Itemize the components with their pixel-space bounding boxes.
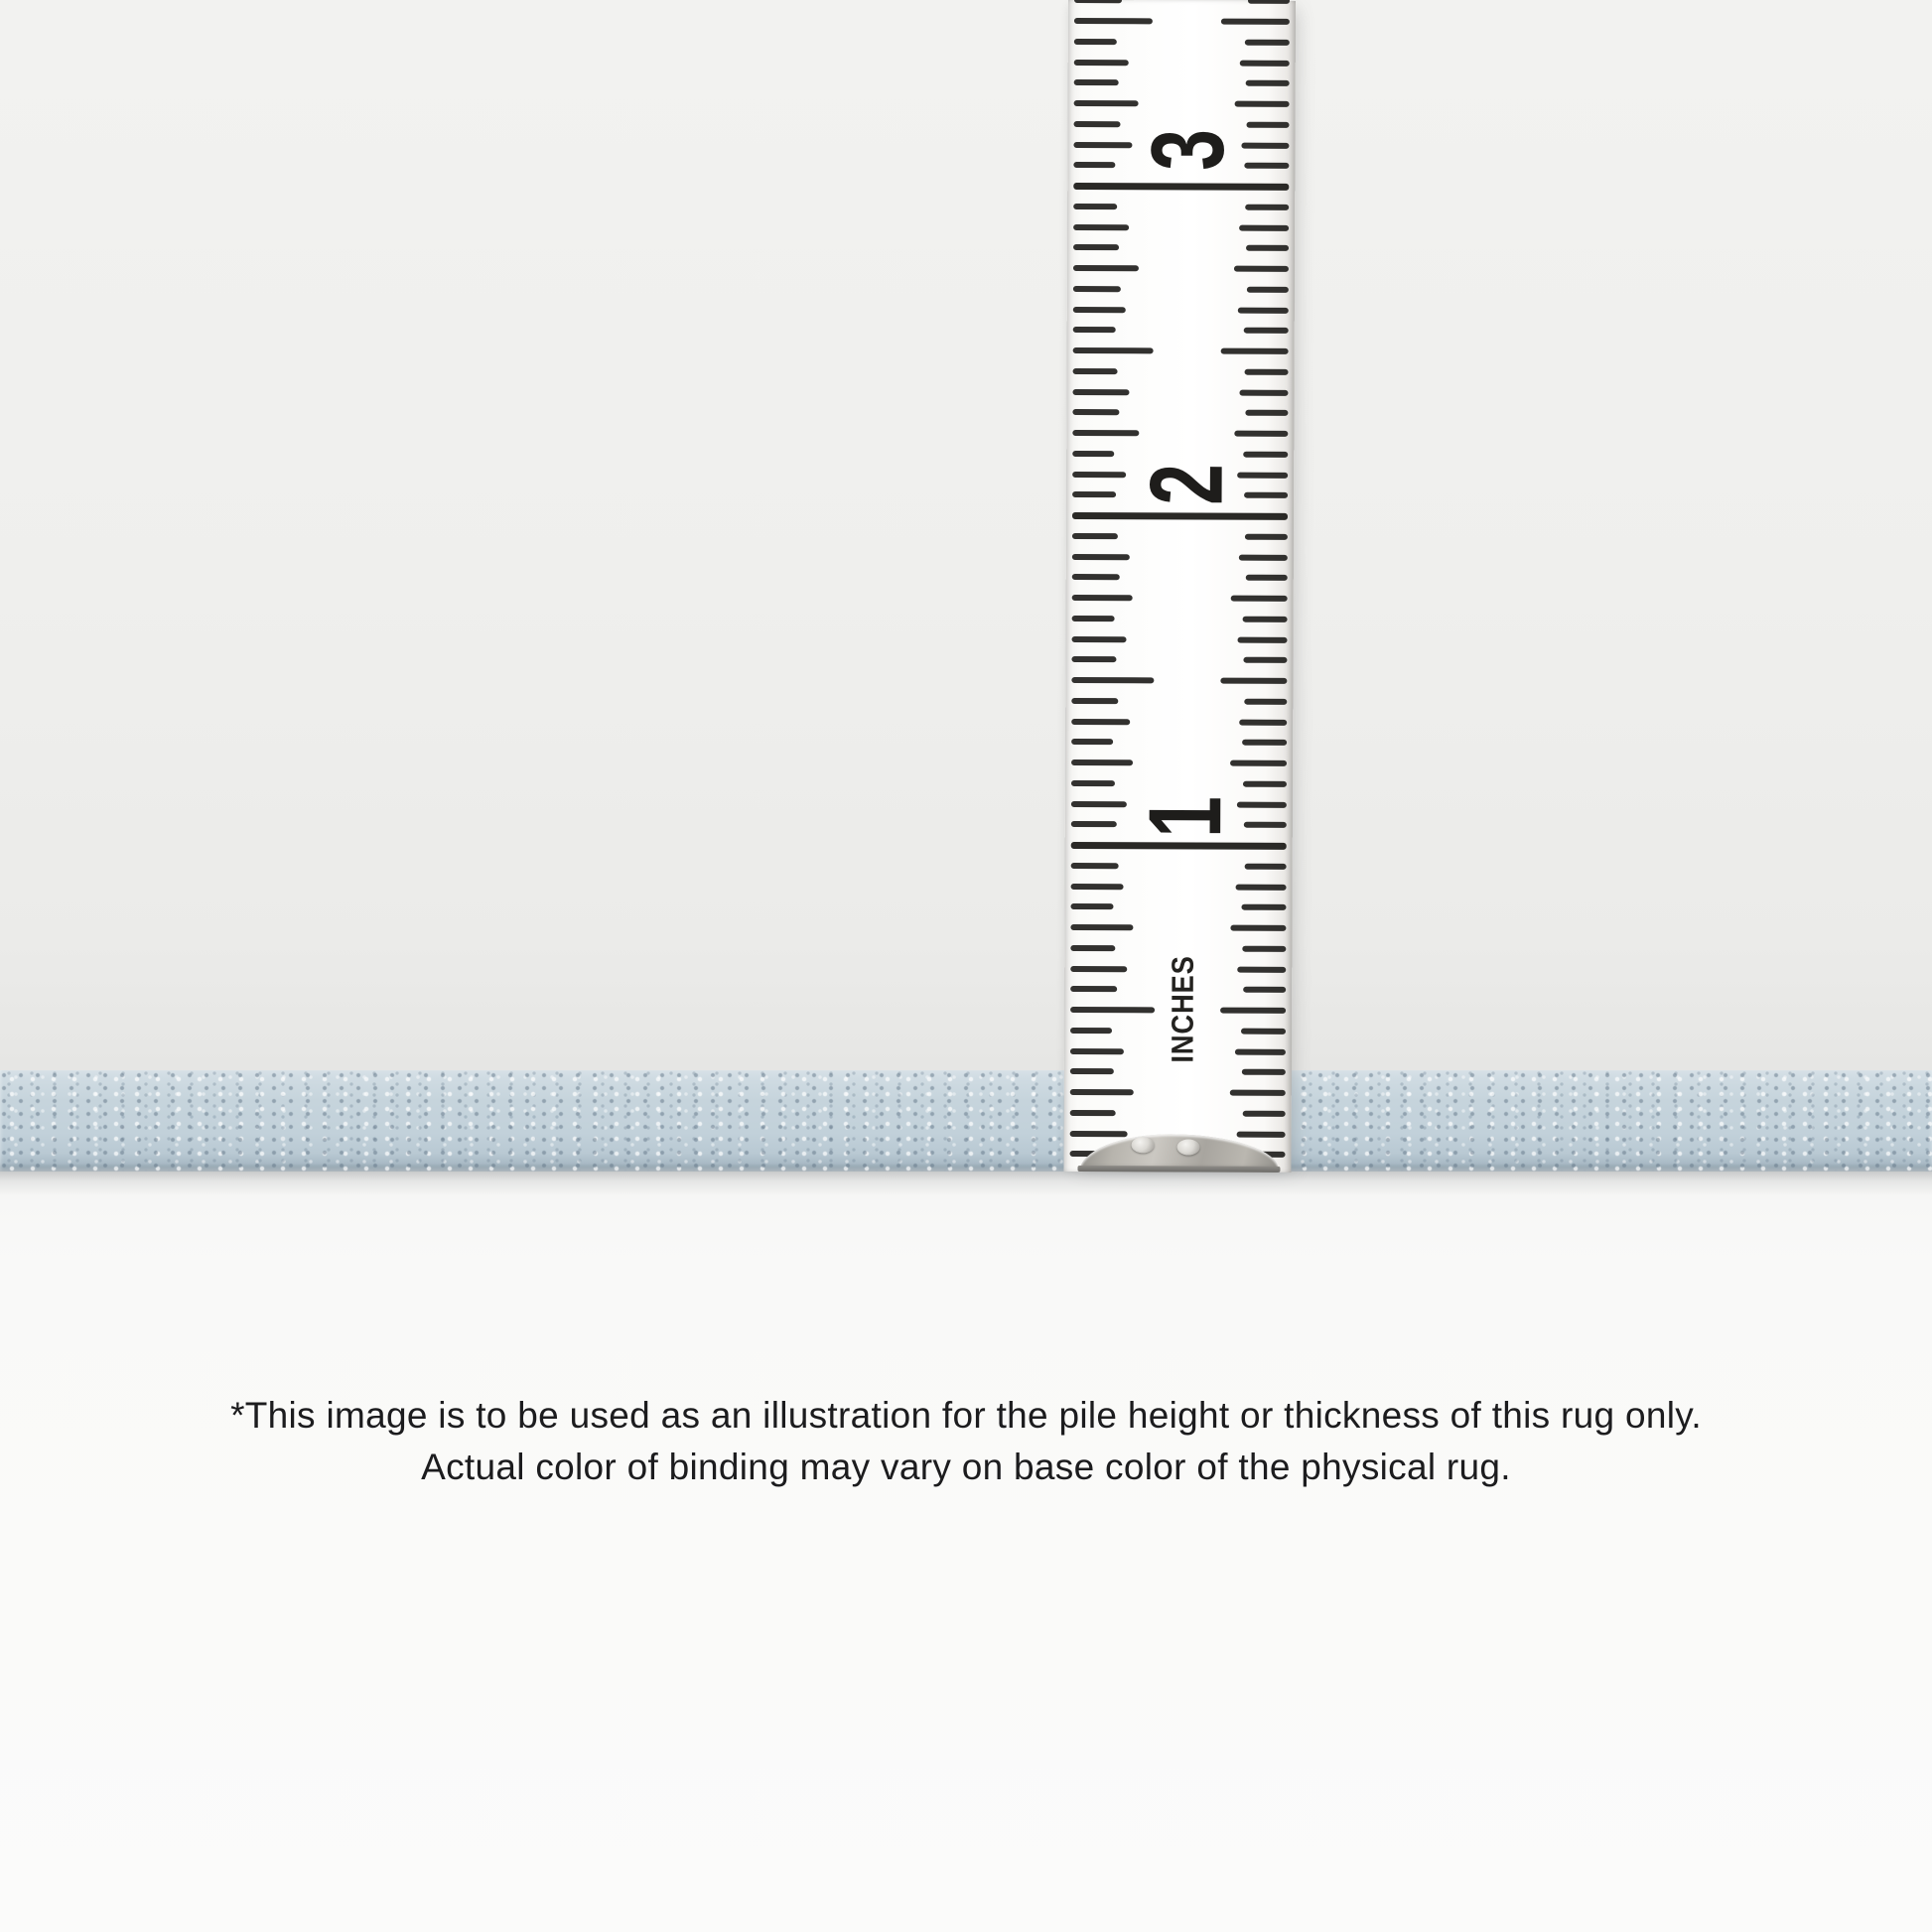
ruler-tick: [1071, 677, 1154, 683]
ruler-tick: [1074, 39, 1117, 45]
measuring-tape: [1063, 0, 1296, 1173]
ruler-tick: [1071, 863, 1119, 869]
ruler-tick: [1231, 596, 1288, 602]
ruler-unit-text: INCHES: [1165, 955, 1201, 1063]
ruler-tick: [1072, 409, 1119, 415]
ruler-tick: [1238, 637, 1288, 643]
ruler-tick: [1072, 636, 1127, 642]
ruler-tick: [1072, 451, 1114, 457]
ruler-tick: [1243, 1111, 1286, 1117]
ruler-tick: [1073, 265, 1139, 271]
ruler-tick: [1073, 224, 1129, 230]
ruler-tick: [1072, 389, 1129, 395]
ruler-tick: [1074, 60, 1129, 66]
ruler-number-3-label: 3: [1130, 128, 1247, 171]
ruler-tick: [1072, 574, 1120, 580]
ruler-tick: [1245, 369, 1289, 375]
ruler-tick: [1072, 595, 1133, 601]
ruler-number-2-label: 2: [1129, 463, 1245, 505]
ruler-number-1: [1117, 747, 1257, 887]
ruler-tick: [1071, 719, 1130, 725]
ruler-tick: [1071, 780, 1115, 786]
ruler-tick: [1247, 287, 1289, 293]
ruler-unit-label: [1094, 919, 1274, 1099]
ruler-metal-tip: [1079, 1134, 1278, 1173]
ruler-tick: [1243, 657, 1287, 663]
ruler-tick: [1246, 575, 1288, 581]
ruler-tick: [1073, 162, 1115, 168]
ruler-tick: [1071, 656, 1116, 662]
ruler-tick: [1070, 903, 1113, 909]
ruler-number-1-label: 1: [1128, 795, 1244, 838]
ruler-tick: [1071, 821, 1117, 827]
rivet-icon: [1177, 1139, 1200, 1155]
floor: [0, 1172, 1932, 1932]
ruler-tick: [1074, 0, 1122, 3]
ruler-tick: [1070, 1131, 1128, 1137]
ruler-tick: [1248, 0, 1290, 4]
ruler-tick: [1074, 121, 1121, 127]
ruler-number-2: [1118, 414, 1258, 554]
ruler-tick: [1240, 61, 1290, 67]
ruler-tick: [1072, 616, 1115, 621]
rug-cross-section: [0, 1070, 1932, 1172]
caption-line-2: Actual color of binding may vary on base color of the physical rug.: [421, 1447, 1511, 1487]
ruler-tick: [1072, 554, 1130, 560]
ruler-tick: [1073, 368, 1118, 374]
ruler-tick: [1074, 79, 1119, 85]
ruler-tick: [1070, 1110, 1116, 1116]
ruler-tick: [1072, 491, 1116, 497]
ruler-tick: [1071, 739, 1113, 745]
ruler-tick: [1073, 204, 1117, 209]
ruler-tick: [1220, 678, 1287, 684]
ruler-tick: [1239, 225, 1289, 231]
ruler-tick: [1073, 327, 1116, 333]
ruler-tick: [1074, 18, 1153, 24]
ruler-number-3: [1119, 79, 1259, 219]
ruler-tick: [1239, 720, 1287, 726]
caption-line-1: *This image is to be used as an illustration for the pile height or thickness of this rug only.: [230, 1395, 1702, 1436]
ruler-tick: [1245, 40, 1290, 46]
ruler-tick: [1243, 617, 1288, 622]
ruler-tick: [1239, 390, 1288, 396]
ruler-tick: [1234, 266, 1289, 272]
ruler-tick: [1239, 555, 1288, 561]
caption: [0, 1390, 1932, 1493]
ruler-tick: [1221, 348, 1289, 354]
ruler-tick: [1072, 533, 1118, 539]
ruler-ticks: [1068, 0, 1296, 1]
ruler-tick: [1071, 698, 1118, 704]
ruler-tick: [1244, 328, 1289, 334]
rivet-icon: [1132, 1137, 1155, 1153]
ruler-tick: [1242, 740, 1287, 746]
ruler-tick: [1241, 904, 1286, 910]
ruler-tick: [1237, 1132, 1286, 1138]
ruler-tick: [1244, 699, 1287, 705]
ruler-tick: [1073, 307, 1126, 313]
ruler-tick: [1073, 286, 1121, 292]
ruler-tick: [1073, 244, 1119, 250]
ruler-tick: [1221, 19, 1290, 25]
ruler-tick: [1246, 245, 1289, 251]
ruler-tick: [1073, 347, 1154, 353]
ruler-tick: [1238, 308, 1289, 314]
